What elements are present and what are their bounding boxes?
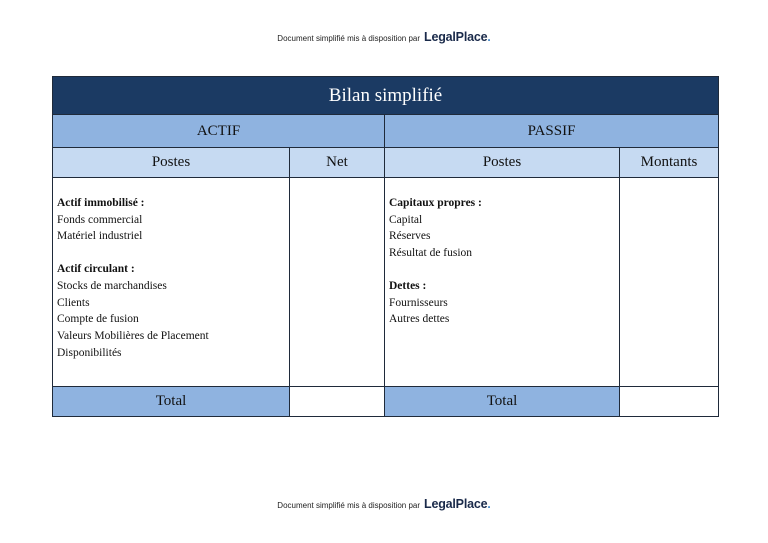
actif-heading: ACTIF (53, 115, 385, 148)
table-title: Bilan simplifié (53, 77, 719, 115)
passif-montants-cell (620, 178, 719, 387)
passif-col-postes: Postes (385, 148, 620, 178)
actif-group-title: Actif immobilisé : (57, 197, 145, 209)
legalplace-logo: LegalPlace (424, 30, 488, 44)
actif-group-title: Actif circulant : (57, 263, 135, 276)
legalplace-logo: LegalPlace (424, 497, 488, 511)
footer-credit (0, 497, 768, 511)
list-item: Autres dettes (389, 313, 450, 326)
list-item: Matériel industriel (57, 230, 143, 243)
actif-total-label: Total (53, 387, 290, 417)
actif-net-cell (290, 178, 385, 387)
logo-dot: . (487, 30, 491, 44)
passif-total-value (620, 387, 719, 417)
list-item: Stocks de marchandises (57, 279, 167, 292)
passif-total-label: Total (385, 387, 620, 417)
logo-dot: . (487, 497, 491, 511)
passif-group-title: Capitaux propres : (389, 197, 482, 209)
passif-postes-cell (385, 178, 620, 387)
actif-total-value (290, 387, 385, 417)
list-item: Fonds commercial (57, 213, 143, 226)
list-item: Réserves (389, 230, 431, 243)
list-item: Compte de fusion (57, 313, 139, 326)
list-item: Disponibilités (57, 346, 122, 359)
list-item: Capital (389, 213, 423, 226)
actif-postes-cell (53, 178, 290, 387)
bilan-table (52, 76, 719, 417)
passif-heading: PASSIF (385, 115, 719, 148)
credit-text: Document simplifié mis à disposition par (277, 501, 421, 510)
list-item: Résultat de fusion (389, 247, 473, 260)
actif-col-net: Net (290, 148, 385, 178)
list-item: Clients (57, 296, 90, 309)
passif-col-montants: Montants (620, 148, 719, 178)
passif-group-title: Dettes : (389, 279, 427, 292)
list-item: Valeurs Mobilières de Placement (57, 329, 209, 342)
header-credit (0, 30, 768, 44)
credit-text: Document simplifié mis à disposition par (277, 34, 421, 43)
actif-col-postes: Postes (53, 148, 290, 178)
list-item: Fournisseurs (389, 296, 448, 309)
